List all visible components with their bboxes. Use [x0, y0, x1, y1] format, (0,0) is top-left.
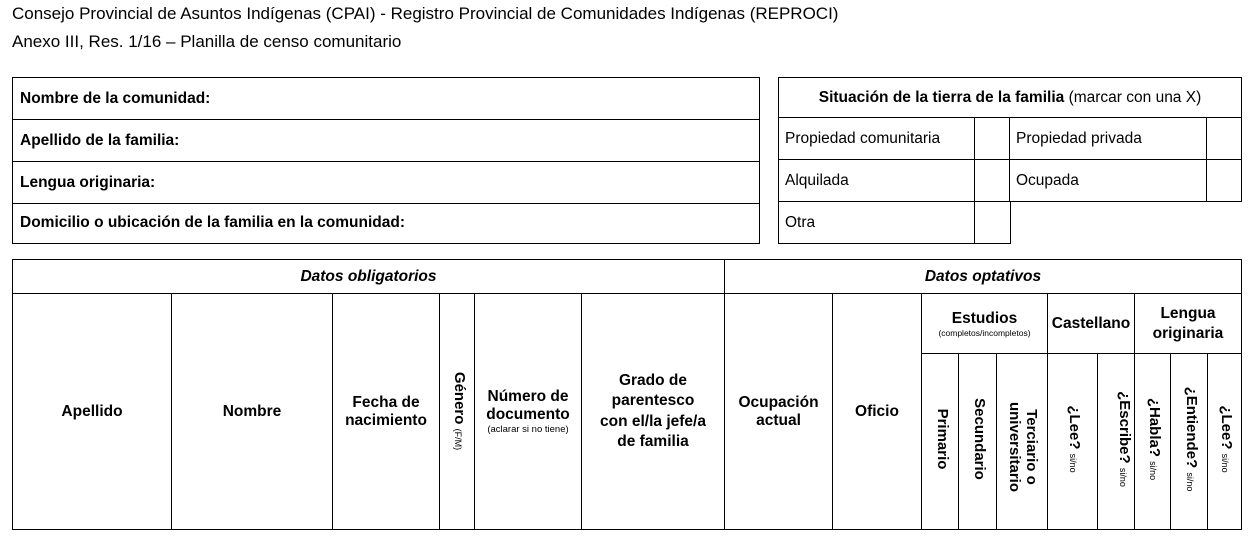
group-spanish: Castellano	[1051, 314, 1131, 332]
col-spanish-reads-note: si/no	[1068, 453, 1078, 473]
family-info-box	[12, 77, 760, 244]
col-native-understands-note: si/no	[1185, 472, 1195, 492]
col-spanish-reads-label: ¿Lee?	[1066, 405, 1083, 450]
col-secondary: Secundario	[971, 398, 988, 480]
checkbox-rented[interactable]	[975, 161, 1008, 200]
checkbox-communal-property[interactable]	[975, 119, 1008, 158]
col-trade: Oficio	[855, 402, 899, 420]
col-spanish-writes-note: si/no	[1118, 467, 1128, 487]
col-tertiary: Terciario o universitario	[1005, 401, 1040, 493]
field-family-address[interactable]: Domicilio o ubicación de la familia en la comunidad:	[13, 203, 759, 242]
land-situation-title	[778, 77, 1242, 118]
col-spanish-writes	[1111, 379, 1133, 499]
col-native-understands	[1178, 379, 1200, 499]
col-primary: Primario	[934, 408, 951, 470]
col-native-reads	[1213, 379, 1235, 499]
land-title-bold: Situación de la tierra de la familia	[818, 88, 1065, 106]
checkbox-occupied[interactable]	[1207, 161, 1241, 200]
group-mandatory-data: Datos obligatorios	[300, 267, 437, 285]
group-studies	[922, 294, 1047, 353]
document-subtitle: Anexo III, Res. 1/16 – Planilla de censo comunitario	[12, 32, 402, 51]
group-optional-data: Datos optativos	[924, 267, 1042, 285]
checkbox-other[interactable]	[975, 203, 1009, 242]
col-gender-note: (F/M)	[453, 428, 463, 451]
col-document-number	[475, 294, 581, 529]
census-table	[12, 259, 1242, 530]
option-other: Otra	[785, 213, 816, 231]
col-native-reads-note: si/no	[1220, 453, 1230, 473]
col-kinship: Grado de parentesco con el/la jefe/a de familia	[600, 372, 706, 450]
col-spanish-reads	[1061, 379, 1083, 499]
col-native-speaks-label: ¿Habla?	[1146, 397, 1163, 457]
land-title-note: (marcar con una X)	[1068, 88, 1202, 106]
group-studies-label: Estudios	[951, 309, 1018, 327]
col-native-speaks	[1141, 379, 1163, 499]
group-native-language: Lengua originaria	[1152, 305, 1224, 342]
col-native-speaks-note: si/no	[1148, 461, 1158, 481]
col-birth-date: Fecha de nacimiento	[345, 393, 427, 429]
option-rented: Alquilada	[785, 171, 849, 189]
col-native-reads-label: ¿Lee?	[1218, 405, 1235, 450]
col-native-understands-label: ¿Entiende?	[1183, 386, 1200, 469]
col-spanish-writes-label: ¿Escribe?	[1116, 391, 1133, 464]
col-gender	[446, 351, 468, 471]
option-private-property: Propiedad privada	[1016, 129, 1142, 147]
col-name: Nombre	[222, 402, 282, 420]
checkbox-private-property[interactable]	[1207, 119, 1241, 158]
col-current-occupation: Ocupación actual	[738, 393, 819, 429]
field-native-language[interactable]: Lengua originaria:	[13, 161, 759, 203]
field-family-surname[interactable]: Apellido de la familia:	[13, 119, 759, 161]
option-communal-property: Propiedad comunitaria	[785, 129, 941, 147]
col-surname: Apellido	[61, 402, 123, 420]
document-title: Consejo Provincial de Asuntos Indígenas (CPAI) - Registro Provincial de Comunidades Indígenas (REPROCI)	[12, 4, 839, 23]
col-document-note: (aclarar si no tiene)	[487, 424, 569, 435]
group-studies-note: (completos/incompletos)	[938, 327, 1031, 338]
col-document-label: Número de documento	[486, 388, 570, 423]
land-situation-box	[778, 77, 1242, 244]
option-occupied: Ocupada	[1016, 171, 1079, 189]
col-gender-label: Género	[451, 371, 468, 425]
field-community-name[interactable]: Nombre de la comunidad:	[20, 89, 211, 107]
